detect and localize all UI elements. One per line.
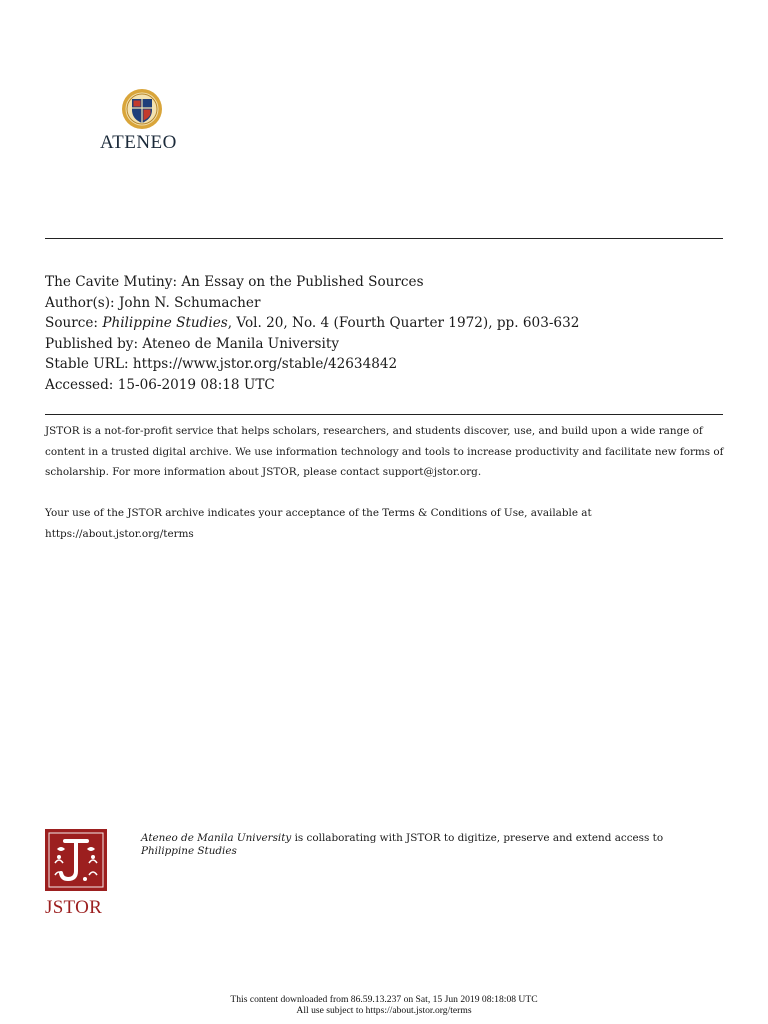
source-line (45, 313, 579, 334)
terms-notice-text: Your use of the JSTOR archive indicates your acceptance of the Terms & Conditions of Use, available at (45, 507, 592, 519)
terms-link[interactable]: https://about.jstor.org/terms (45, 527, 194, 540)
accessed-line (45, 375, 579, 396)
ateneo-logo (98, 86, 188, 156)
publisher-line (45, 334, 579, 355)
collaborating-institution: Ateneo de Manila University (141, 832, 292, 844)
jstor-logo (45, 829, 109, 921)
jstor-monogram-icon (45, 829, 107, 891)
ateneo-seal-icon (121, 88, 163, 130)
source-journal: Philippine Studies (102, 315, 228, 332)
download-footer (0, 994, 768, 1016)
accessed-date: 15-06-2019 08:18 UTC (117, 376, 275, 393)
author-label: Author(s): (45, 294, 119, 311)
stable-url-label: Stable URL: (45, 356, 133, 373)
author-line (45, 293, 579, 314)
source-details: , Vol. 20, No. 4 (Fourth Quarter 1972), pp. 603-632 (227, 315, 580, 332)
jstor-wordmark: JSTOR (45, 897, 103, 918)
stable-url-link[interactable]: https://www.jstor.org/stable/42634842 (132, 356, 398, 373)
terms-footer-link[interactable]: All use subject to https://about.jstor.org/terms (296, 1005, 472, 1016)
collaboration-journal: Philippine Studies (141, 845, 237, 857)
collaboration-text: is collaborating with JSTOR to digitize, preserve and extend access to (291, 832, 664, 844)
top-divider (45, 238, 723, 239)
publisher-label: Published by: (45, 335, 143, 352)
accessed-label: Accessed: (45, 376, 118, 393)
author-name: John N. Schumacher (118, 294, 261, 311)
collaboration-statement (141, 832, 701, 858)
article-title: The Cavite Mutiny: An Essay on the Published Sources (45, 274, 424, 290)
jstor-emblem (45, 829, 107, 891)
terms-notice-paragraph (45, 503, 725, 544)
jstor-notice-paragraph: JSTOR is a not-for-profit service that helps scholars, researchers, and students discover, use, and build upon a wide range of content in a trusted digital archive. We use information technology and tools to increase productivity and facilitate new forms of scholarship. For more information about JSTOR, please contact support@jstor.org. (45, 425, 724, 478)
middle-divider (45, 414, 723, 415)
download-info: This content downloaded from 86.59.13.237 on Sat, 15 Jun 2019 08:18:08 UTC (230, 994, 538, 1005)
ateneo-wordmark: ATENEO (100, 132, 177, 153)
citation-block (45, 272, 579, 396)
publisher-name: Ateneo de Manila University (142, 335, 339, 352)
stable-url-line (45, 354, 579, 375)
source-label: Source: (45, 315, 103, 332)
